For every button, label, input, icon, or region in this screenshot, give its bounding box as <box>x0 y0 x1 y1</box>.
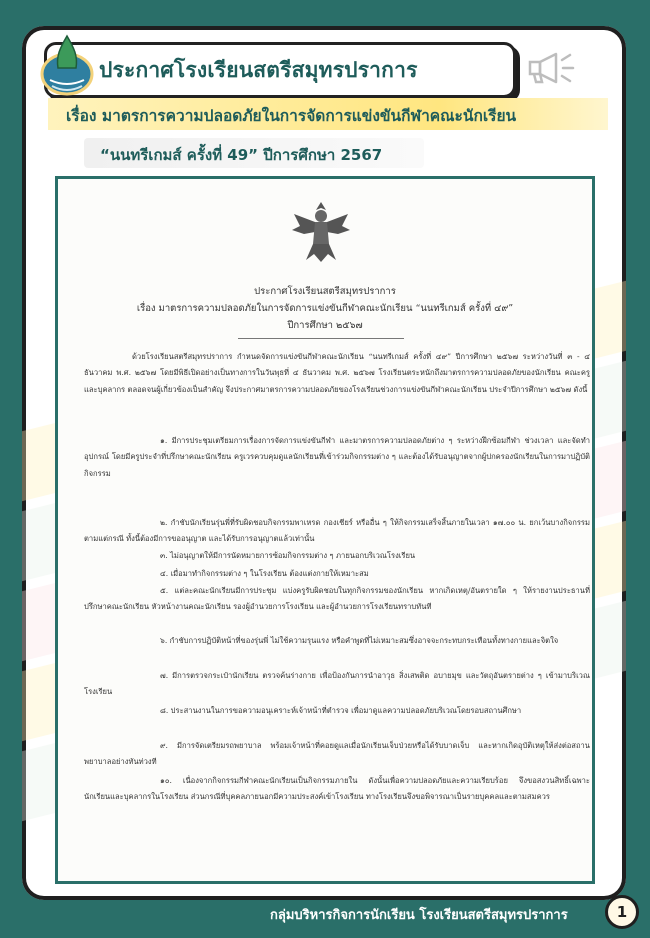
doc-divider <box>238 338 404 339</box>
doc-intro: ด้วยโรงเรียนสตรีสมุทรปราการ กำหนดจัดการแข่งขันกีฬาคณะนักเรียน “นนทรีเกมส์ ครั้งที่ ๔๙” ปีการศึกษา ๒๕๖๗ ระหว่างวันที่ ๓ - ๔ ธันวาคม พ.ศ. ๒๕๖๗ โดยมีพิธีเปิดอย่างเป็นทางการในวันพุธที่ ๔ ธันวาคม พ.ศ. ๒๕๖๗ โรงเรียนตระหนักถึงมาตรการความปลอดภัยของนักเรียน คณะครูและบุคลากร ตลอดจนผู้เกี่ยวข้องเป็นสำคัญ จึงประกาศมาตรการความปลอดภัยของโรงเรียนช่วงการแข่งขันกีฬาคณะนักเรียน ประจำปีการศึกษา ๒๕๖๗ ดังนี้ <box>84 352 590 394</box>
doc-subject: เรื่อง มาตรการความปลอดภัยในการจัดการแข่งขันกีฬาคณะนักเรียน “นนทรีเกมส์ ครั้งที่ ๔๙” <box>136 303 514 314</box>
doc-item: ๔. เมื่อมาทำกิจกรรมต่าง ๆ ในโรงเรียน ต้องแต่งกายให้เหมาะสม <box>160 569 369 578</box>
doc-item: ๑. มีการประชุมเตรียมการเรื่องการจัดการแข่งขันกีฬา และมาตรการความปลอดภัยต่าง ๆ ระหว่างฝึกซ้อมกีฬา ช่วงเวลา และจัดทำอุปกรณ์ โดยมีครูประจำที่ปรึกษาคณะนักเรียน ครูเวรควบคุมดูแลนักเรียนที่เข้าร่วมกิจกรรมต่าง ๆ และต้องได้รับอนุญาตจากผู้ปกครองนักเรียนในการมาปฏิบัติกิจกรรม <box>84 436 590 478</box>
doc-item: ๑๐. เนื่องจากกิจกรรมกีฬาคณะนักเรียนเป็นกิจกรรมภายใน ดังนั้นเพื่อความปลอดภัยและความเรียบร้อย จึงขอสงวนสิทธิ์เฉพาะนักเรียนและบุคลากรในโรงเรียน ส่วนกรณีที่บุคคลภายนอกมีความประสงค์เข้าโรงเรียน ทางโรงเรียนจึงขอพิจารณาเป็นรายบุคคลและตามสมควร <box>84 776 590 802</box>
doc-item: ๙. มีการจัดเตรียมรถพยาบาล พร้อมเจ้าหน้าที่คอยดูแลเมื่อนักเรียนเจ็บป่วยหรือได้รับบาดเจ็บ และหากเกิดอุบัติเหตุให้ส่งต่อสถานพยาบาลอย่างทันท่วงที <box>84 741 590 767</box>
doc-item: ๒. กำชับนักเรียนรุ่นพี่ที่รับผิดชอบกิจกรรมพาเหรด กองเชียร์ หรืออื่น ๆ ให้กิจกรรมเสร็จสิ้นภายในเวลา ๑๗.๐๐ น. ยกเว้นบางกิจกรรมตามแต่กรณี ทั้งนี้ต้องมีการขออนุญาต และได้รับการอนุญาตแล้วเท่านั้น <box>84 518 590 544</box>
page-number: 1 <box>605 895 639 929</box>
doc-item: ๖. กำชับการปฏิบัติหน้าที่ของรุ่นพี่ ไม่ใช้ความรุนแรง หรือคำพูดที่ไม่เหมาะสมซึ่งอาจจะกระทบกระเทือนทั้งทางกายและจิตใจ <box>160 636 559 645</box>
school-logo-icon <box>38 32 96 98</box>
garuda-emblem-icon <box>288 196 354 268</box>
doc-item: ๗. มีการตรวจกระเป๋านักเรียน ตรวจค้นร่างกาย เพื่อป้องกันการนำอาวุธ สิ่งเสพติด อบายมุข และวัตถุอันตรายต่าง ๆ เข้ามาบริเวณโรงเรียน <box>84 671 590 697</box>
footer-text: กลุ่มบริหารกิจการนักเรียน โรงเรียนสตรีสมุทรปราการ <box>270 908 568 923</box>
page-title: ประกาศโรงเรียนสตรีสมุทรปราการ <box>99 57 418 82</box>
event-subtitle: “นนทรีเกมส์ ครั้งที่ 49” ปีการศึกษา 2567 <box>100 146 383 164</box>
megaphone-icon <box>526 50 578 86</box>
doc-item: ๓. ไม่อนุญาตให้มีการนัดหมายการซ้อมกิจกรรมต่าง ๆ ภายนอกบริเวณโรงเรียน <box>160 551 416 560</box>
subtitle: เรื่อง มาตรการความปลอดภัยในการจัดการแข่งขันกีฬาคณะนักเรียน <box>66 107 517 125</box>
doc-year: ปีการศึกษา ๒๕๖๗ <box>287 320 363 331</box>
doc-heading: ประกาศโรงเรียนสตรีสมุทรปราการ <box>254 286 396 297</box>
title-box <box>44 42 516 98</box>
doc-item: ๘. ประสานงานในการขอความอนุเคราะห์เจ้าหน้าที่ตำรวจ เพื่อมาดูแลความปลอดภัยบริเวณโดยรอบสถานศึกษา <box>160 706 522 715</box>
doc-item: ๕. แต่ละคณะนักเรียนมีการประชุม แบ่งครูรับผิดชอบในทุกกิจกรรมของนักเรียน หากเกิดเหตุ/อันตรายใด ๆ ให้รายงานประธานที่ปรึกษาคณะนักเรียน หัวหน้างานคณะนักเรียน รองผู้อำนวยการโรงเรียน และผู้อำนวยการโรงเรียนทราบทันที <box>84 586 590 612</box>
